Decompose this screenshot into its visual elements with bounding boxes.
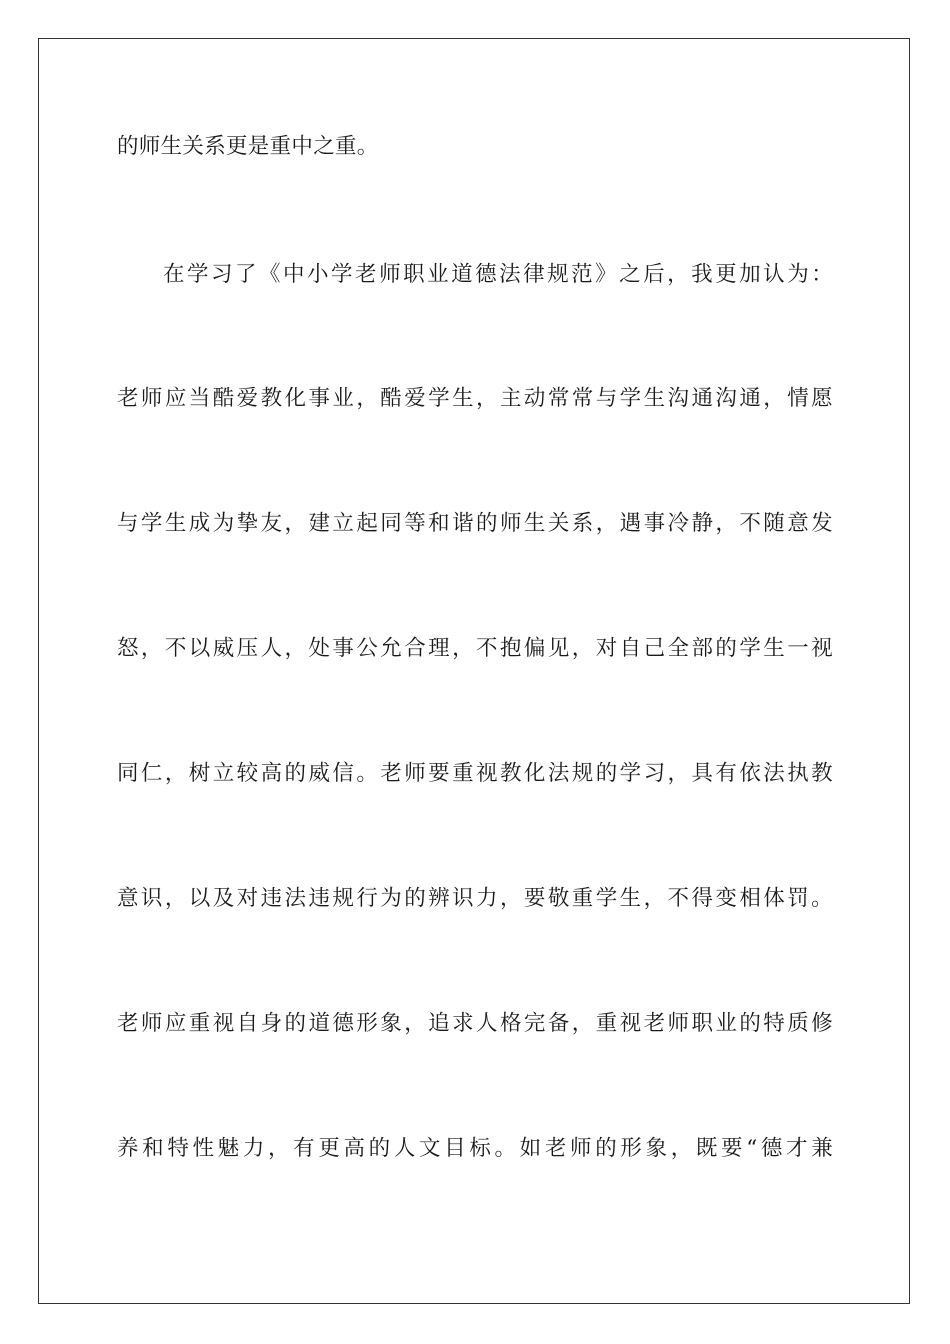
text-line-4: 与学生成为挚友，建立起同等和谐的师生关系，遇事冷静，不随意发 — [117, 511, 833, 536]
text-line-9: 养和特性魅力，有更高的人文目标。如老师的形象，既要“德才兼 — [117, 1136, 833, 1161]
text-line-3: 老师应当酷爱教化事业，酷爱学生，主动常常与学生沟通沟通，情愿 — [117, 386, 833, 411]
text-line-1: 的师生关系更是重中之重。 — [117, 134, 379, 159]
text-line-6: 同仁，树立较高的威信。老师要重视教化法规的学习，具有依法执教 — [117, 761, 833, 786]
page-border — [38, 38, 910, 1304]
text-line-2: 在学习了《中小学老师职业道德法律规范》之后，我更加认为： — [163, 262, 833, 287]
text-line-8: 老师应重视自身的道德形象，追求人格完备，重视老师职业的特质修 — [117, 1011, 833, 1036]
text-line-7: 意识，以及对违法违规行为的辨识力，要敬重学生，不得变相体罚。 — [117, 886, 833, 911]
text-line-5: 怒，不以威压人，处事公允合理，不抱偏见，对自己全部的学生一视 — [117, 636, 833, 661]
